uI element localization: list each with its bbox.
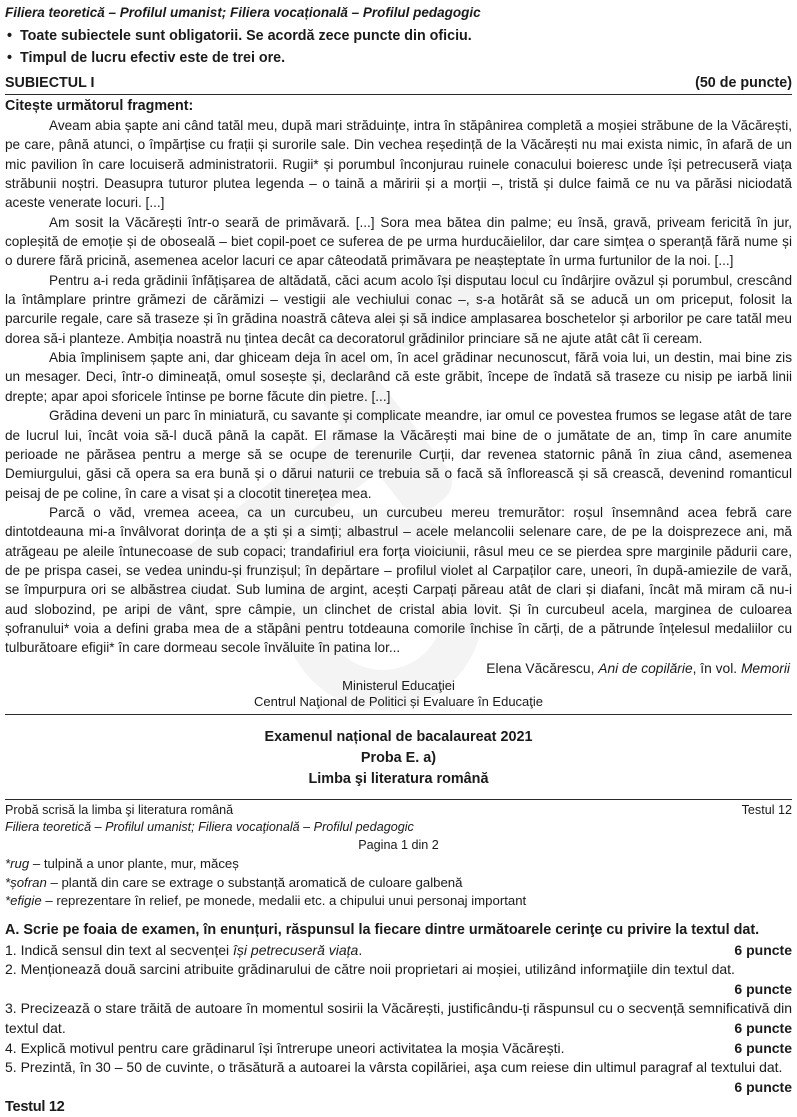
passage-paragraph: Abia împlinisem șapte ani, dar ghiceam deja în acel om, în acel grădinar necunoscut, fără voia lui, un destin, mai bine zis un mesager. Deci, într-o dimineață, omul sosește și, declarând că este grăbit, începe de îndată să traseze cu nisip pe iarbă linii drepte; apar apoi sforicele întinse pe borne făcute din pietre. [...] bbox=[5, 350, 792, 404]
volume-title: Memorii bbox=[740, 660, 790, 676]
divider bbox=[5, 799, 792, 800]
question-quote: își petrecuseră viața bbox=[233, 941, 359, 958]
question-item bbox=[5, 941, 792, 961]
footnote-def: – reprezentare în relief, pe monede, medalii etc. a chipului unui personaj important bbox=[41, 893, 527, 909]
source-attribution bbox=[5, 659, 792, 678]
footnotes bbox=[5, 855, 792, 911]
instruction-item: • Toate subiectele sunt obligatorii. Se acordă zece puncte din oficiu. bbox=[5, 26, 792, 48]
instructions-list bbox=[5, 26, 792, 69]
passage-paragraph: Pentru a-i reda grădinii înfățișarea de altădată, căci acum acolo își disputau locul cu îndârjire ovăzul și porumbul, crescând la întâmplare printre grămezi de cărămizi – vestigii ale vechiului conac –, s-a hotărât să se aducă un om priceput, folosit la parcurile regale, care să traseze și în grădina noastră câteva alei și să indice amplasarea boschetelor și arborilor pe care tatăl meu dorea să-i planteze. Ambiția noastră nu țintea decât ca decoratorul grădinilor princiare să ne ajute atât cât îi ceream. bbox=[5, 272, 792, 346]
passage-paragraph: Parcă o văd, vremea aceea, ca un curcubeu, un curcubeu mereu tremurător: roșul însemnând acea febră care dintotdeauna mi-a învâlvorat dorința de a ști și a simți; albastrul – acele melancolii selenare care, de pe la doisprezece ani, mă atrăgeau pe aleile întunecoase de sub copaci; trandafiriul era forța vioiciunii, râsul meu ce se pierdea spre marginile pădurii care, de pe prispa casei, se vedea unindu-și frunzișul; în depărtare – profilul violet al Carpaților care, uneori, în după-amiezile de vară, se împurpura ori se albăstrea ciudat. Sub lumina de argint, acești Carpați păreau atât de clari și diafani, încât mă miram că nu-i aud slobozind, pe aripi de vânt, spre câmpie, un clinchet de cristal abia lovit. Și în curcubeul acela, marginea de culoarea șofranului* voia a defini graba mea de a stăpâni pentru totdeauna comorile închise în cărți, de a pătrunde înțelesul medaliilor cu tulburătoare efigii* în care dormeau secole învăluite în patina lor... bbox=[5, 504, 792, 656]
footer-filiera: Filiera teoretică – Profilul umanist; Filiera vocaţională – Profilul pedagogic bbox=[5, 820, 414, 835]
footnote bbox=[5, 892, 792, 911]
footnote bbox=[5, 874, 792, 893]
footnote bbox=[5, 855, 792, 874]
instruction-item: • Timpul de lucru efectiv este de trei ore. bbox=[5, 48, 792, 70]
question-item bbox=[5, 960, 792, 999]
reading-passage bbox=[5, 116, 792, 658]
filiera-header: Filiera teoretică – Profilul umanist; Filiera vocațională – Profilul pedagogic bbox=[5, 5, 481, 20]
ministry-line: Ministerul Educaţiei bbox=[342, 677, 455, 693]
footnote-def: – plantă din care se extrage o substanță aromatică de culoare galbenă bbox=[46, 874, 463, 890]
footer-left: Probă scrisă la limba şi literatura română bbox=[5, 802, 234, 817]
question-points: 6 puncte bbox=[734, 1078, 792, 1095]
question-points: 6 puncte bbox=[734, 980, 792, 997]
page-content bbox=[5, 4, 792, 1117]
question-item bbox=[5, 999, 792, 1038]
question-text: . bbox=[358, 941, 363, 958]
section-a-heading: A. Scrie pe foaia de examen, în enunțuri, răspunsul la fiecare dintre următoarele cerinţe cu privire la textul dat. bbox=[5, 921, 760, 938]
question-points: 6 puncte bbox=[734, 941, 792, 958]
work-title: Ani de copilărie bbox=[598, 660, 693, 676]
footnote-term: *șofran bbox=[5, 874, 47, 890]
footer-row bbox=[5, 802, 792, 820]
subject-heading-row bbox=[5, 71, 792, 95]
exam-proba: Proba E. a) bbox=[360, 749, 437, 766]
footnote-term: *rug bbox=[5, 856, 30, 872]
passage-paragraph: Aveam abia șapte ani când tatăl meu, după mari străduințe, intra în stăpânirea completă a moșiei străbune de la Văcărești, pe care, până atunci, o împărțise cu frații și surorile sale. Din vechea reședință de la Văcărești nu mai exista nimic, în afară de un mic pavilion în care locuiseră administratorii. Rugii* și porumbul înconjurau ruinele conacului boieresc unde își petrecuseră viața străbunii noștri. Deasupra tuturor plutea legenda – o taină a măririi și a morții –, tristă și dulce faimă ce nu va părăsi niciodată aceste venerate locuri. [...] bbox=[5, 118, 792, 211]
questions-list bbox=[5, 941, 792, 1098]
fragment-intro: Citește următorul fragment: bbox=[5, 98, 194, 114]
exam-subject: Limba şi literatura română bbox=[308, 770, 489, 787]
footnote-term: *efigie bbox=[5, 893, 42, 909]
footer-test-label: Testul 12 bbox=[741, 802, 792, 817]
question-item bbox=[5, 1058, 792, 1097]
passage-paragraph: Grădina deveni un parc în miniatură, cu savante și complicate meandre, iar omul ce povestea frumos se legase atât de tare de lucrul lui, încât voia să-l ducă până la capăt. El rămase la Văcărești mai bine de o jumătate de an, timp în care anumite perioade ne părăsea pentru a merge să se ocupe de terenurile Curții, dar revenea statornic până în ziua când, asemenea Demiurgului, găsi că opera sa era bună și o dărui naturii ce trebuia să o facă să înflorească și să crească, devenind romanticul peisaj de pe coline, în care a visat și a clocotit tinerețea mea. bbox=[5, 408, 792, 501]
exam-title: Examenul național de bacalaureat 2021 bbox=[264, 728, 533, 745]
bottom-test-label: Testul 12 bbox=[5, 1099, 65, 1116]
passage-paragraph: Am sosit la Văcărești într-o seară de primăvară. [...] Sora mea bătea din palme; eu însă, gravă, priveam fericită în jur, copleșită de emoție și de oboseală – biet copil-poet ce suferea de pe urma hurducăielilor, dar care simțea o speranță fără nume și o durere fără pricină, asemenea acelor lacuri ce apar câteodată primăvara pe neașteptate în urma furtunilor de la noi. [...] bbox=[5, 214, 792, 269]
question-text: 1. Indică sensul din text al secvenței bbox=[5, 941, 234, 958]
exam-header bbox=[5, 727, 792, 790]
question-points: 6 puncte bbox=[734, 1039, 792, 1056]
question-text: 2. Menționează două sarcini atribuite grădinarului de către noii proprietari ai moșiei, utilizând informaţiile din textul dat. bbox=[5, 961, 735, 978]
footnote-def: – tulpină a unor plante, mur, măceș bbox=[29, 856, 239, 872]
footer-page-number: Pagina 1 din 2 bbox=[358, 837, 439, 852]
question-text: 4. Explică motivul pentru care grădinarul își întrerupe uneori activitatea la moșia Văcărești. bbox=[5, 1039, 565, 1056]
center-line: Centrul Naţional de Politici și Evaluare în Educaţie bbox=[253, 694, 544, 710]
subject-points: (50 de puncte) bbox=[695, 75, 792, 91]
author-name: Elena Văcărescu, bbox=[486, 660, 599, 676]
question-item bbox=[5, 1039, 792, 1059]
subject-title: SUBIECTUL I bbox=[5, 75, 95, 91]
question-text: 3. Precizează o stare trăită de autoare în momentul sosirii la Văcărești, justificându-ți răspunsul cu o secvență semnificativă din textul dat. bbox=[5, 1000, 792, 1036]
question-points: 6 puncte bbox=[734, 1020, 792, 1036]
attribution-text: , în vol. bbox=[692, 660, 741, 676]
question-text: 5. Prezintă, în 30 – 50 de cuvinte, o trăsătură a autoarei la vârsta copilăriei, aşa cum reiese din ultimul paragraf al textului dat. bbox=[5, 1059, 783, 1076]
page-footer-block bbox=[5, 802, 792, 855]
divider bbox=[5, 714, 792, 715]
